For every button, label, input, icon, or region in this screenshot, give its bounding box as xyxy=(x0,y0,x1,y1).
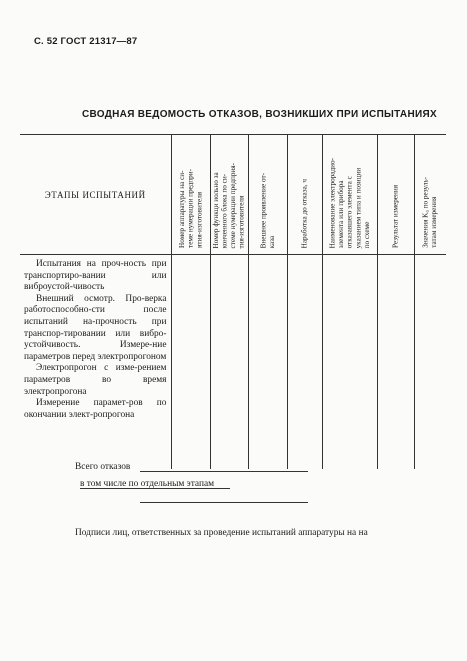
empty-cell xyxy=(377,255,414,470)
empty-cell xyxy=(322,255,377,470)
empty-cell xyxy=(171,255,210,470)
signatures-text: Подписи лиц, ответственных за проведение испытаний аппаратуры на на xyxy=(75,528,368,538)
document-title: СВОДНАЯ ВЕДОМОСТЬ ОТКАЗОВ, ВОЗНИКШИХ ПРИ ИСПЫТАНИЯХ xyxy=(82,109,437,120)
column-header-stages: ЭТАПЫ ИСПЫТАНИЙ xyxy=(20,135,171,255)
column-header-equipment-number xyxy=(171,135,210,255)
by-stage-line-2 xyxy=(140,502,308,503)
stage-item: Испытания на проч-ность при транспортиро-вании или виброустой-чивость xyxy=(24,259,167,293)
by-stage-label: в том числе по отдельным этапам xyxy=(80,479,215,489)
column-header-label: Номер аппаратуры на си- теме нумерации предпри- ятия-изготовителя xyxy=(177,169,203,248)
column-header-label: Наименование электрорадио- элемента или прибора отказавшего элемента с указанием типа и позиции по схеме xyxy=(328,157,371,248)
table-body-row xyxy=(20,255,446,470)
column-header-label: Внешнее проявление от- каза xyxy=(258,172,276,248)
empty-cell xyxy=(414,255,446,470)
column-header-failure-manifestation xyxy=(248,135,287,255)
empty-cell xyxy=(287,255,322,470)
page-header: С. 52 ГОСТ 21317—87 xyxy=(34,36,138,47)
stage-item: Электропрогон с изме-рением параметров во время электропрогона xyxy=(24,363,167,397)
column-header-block-number xyxy=(210,135,248,255)
stage-item: Измерение парамет-ров по окончании элект-ропрогона xyxy=(24,398,167,420)
column-header-measurement-result xyxy=(377,135,414,255)
empty-cell xyxy=(210,255,248,470)
stage-item: Внешний осмотр. Про-верка работоспособно-сти после испытаний на-прочность при транспор-тировании или вибро-устойчивость. Измере-ние параметров перед электропрогоном xyxy=(24,293,167,362)
total-failures-label: Всего отказов xyxy=(75,462,131,472)
column-header-k0-values xyxy=(414,135,446,255)
total-failures-line xyxy=(140,471,308,472)
by-stage-line xyxy=(80,488,230,489)
column-header-label: Значения K₀ по резуль- татам измерения xyxy=(421,177,439,248)
table-header-row xyxy=(20,135,446,255)
empty-cell xyxy=(248,255,287,470)
column-header-label: Наработка до отказа, ч xyxy=(300,178,309,248)
column-header-failed-element xyxy=(322,135,377,255)
column-header-label: Номер функци иольно за конченного блока по си- стеме нумерации предприя- тия-изготовителя xyxy=(211,162,246,248)
column-header-operating-time xyxy=(287,135,322,255)
stages-cell xyxy=(20,255,171,470)
column-header-label: Результат измерения xyxy=(391,184,400,248)
failure-summary-table xyxy=(20,134,446,469)
